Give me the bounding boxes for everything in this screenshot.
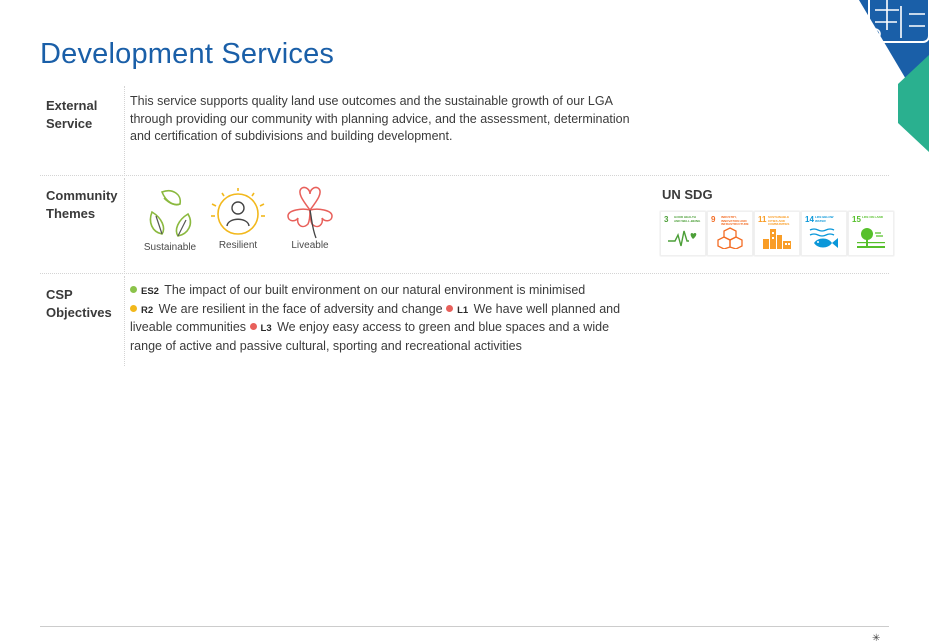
csp-objective-l3: L3 We enjoy easy access to green and blue spaces and a wide range of active and passive cultural, sporting and recreational activities [130,320,610,353]
theme-label: Sustainable [143,242,197,253]
community-themes-label: Community Themes [46,188,118,221]
csp-objective-l1: L1 We have well planned and liveable communities [130,301,621,335]
theme-sustainable [140,186,200,253]
footer-divider [40,626,889,627]
sdg-goal-9: 9 INDUSTRY, INNOVATION AND INFRASTRUCTURE [707,211,753,256]
objective-dot [250,323,257,330]
heartbeat-icon [667,227,699,249]
external-service-text: This service supports quality land use outcomes and the sustainable growth of our LGA through providing our community with planning advice, and the assessment, determination and certification of subdivisions and building development. [130,94,630,143]
theme-resilient [208,186,268,251]
objective-dot [130,286,137,293]
csp-objectives-list [130,282,630,355]
tree-icon [855,227,887,249]
theme-label: Resilient [218,240,258,251]
recycle-leaves-icon [142,186,198,242]
sdg-goals [660,211,894,256]
person-sun-icon [208,186,268,240]
theme-liveable [280,186,340,251]
column-divider [124,86,125,174]
page-title: Development Services [40,38,335,70]
csp-objective-es2: ES2 The impact of our built environment on our natural environment is minimised [130,283,585,297]
un-sdg-label: UN SDG [662,187,713,202]
sdg-goal-15: 15 LIFE ON LAND [848,211,894,256]
theme-label: Liveable [291,240,329,251]
fish-icon [808,227,840,249]
csp-objectives-label: CSP Objectives [46,287,112,320]
objective-dot [446,305,453,312]
sdg-goal-11: 11 SUSTAINABLE CITIES AND COMMUNITIES [754,211,800,256]
corner-graphic [809,0,929,160]
city-icon [761,227,793,249]
row-divider [40,175,889,176]
objective-dot [130,305,137,312]
external-service-label: External Service [46,98,98,131]
column-divider [124,178,125,272]
sdg-goal-3: 3 GOOD HEALTH AND WELL-BEING [660,211,706,256]
sdg-goal-14: 14 LIFE BELOW WATER [801,211,847,256]
heart-clover-icon [282,186,338,240]
row-divider [40,273,889,274]
cubes-icon [714,227,746,249]
asterisk-icon: ✳ [872,633,881,644]
column-divider [124,276,125,366]
csp-objective-r2: R2 We are resilient in the face of adversity and change [130,302,443,316]
